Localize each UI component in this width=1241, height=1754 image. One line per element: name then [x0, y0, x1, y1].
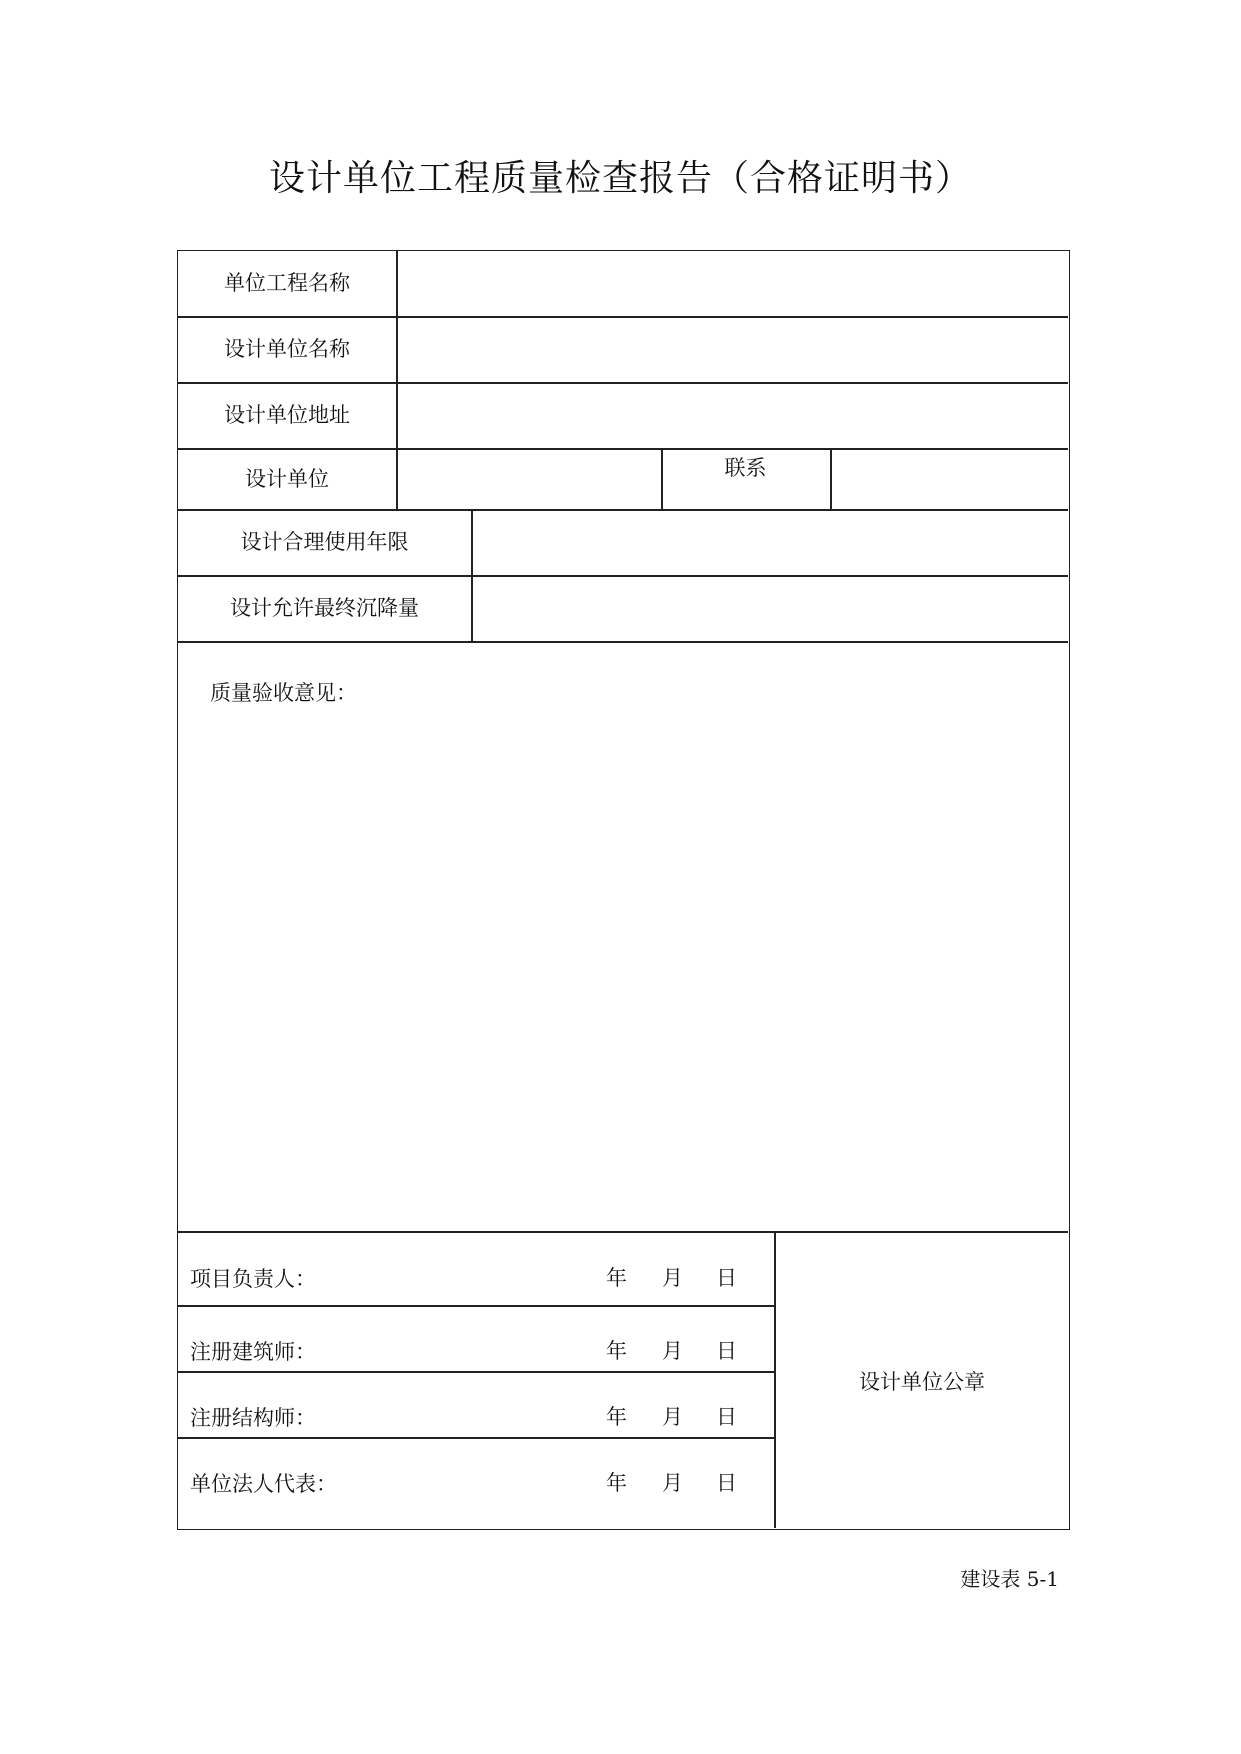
form-code: 建设表 5-1: [960, 1567, 1059, 1591]
unit-project-name-field[interactable]: [398, 251, 1068, 316]
registered-architect-label: 注册建筑师：: [190, 1340, 316, 1364]
design-unit-seal-label: 设计单位公章: [859, 1370, 985, 1394]
design-unit-address-label: 设计单位地址: [224, 403, 350, 427]
row-divider: [178, 1231, 1068, 1233]
project-leader-label: 项目负责人：: [190, 1267, 316, 1291]
report-form: [177, 250, 1070, 1530]
year-label: 年: [606, 1405, 627, 1429]
design-unit-address-field[interactable]: [398, 384, 1068, 448]
unit-project-name-label: 单位工程名称: [224, 271, 350, 295]
legal-representative-label: 单位法人代表：: [190, 1472, 337, 1496]
design-service-life-field[interactable]: [473, 511, 1068, 575]
design-settlement-label: 设计允许最终沉降量: [230, 596, 419, 620]
row-divider: [178, 1437, 774, 1439]
year-label: 年: [606, 1339, 627, 1363]
month-label: 月: [662, 1405, 683, 1429]
page-title: 设计单位工程质量检查报告（合格证明书）: [268, 158, 972, 199]
contact-label: 联系: [724, 456, 767, 480]
design-unit-label: 设计单位: [245, 467, 329, 491]
quality-opinion-area[interactable]: [178, 721, 1068, 1229]
day-label: 日: [716, 1471, 737, 1495]
quality-opinion-label: 质量验收意见：: [210, 681, 357, 705]
row-divider: [178, 1305, 774, 1307]
registered-structural-engineer-label: 注册结构师：: [190, 1406, 316, 1430]
design-service-life-label: 设计合理使用年限: [240, 530, 409, 554]
row-divider: [178, 1371, 774, 1373]
design-settlement-field[interactable]: [473, 577, 1068, 641]
row-divider: [178, 641, 1068, 643]
day-label: 日: [716, 1266, 737, 1290]
design-unit-name-label: 设计单位名称: [224, 337, 350, 361]
month-label: 月: [662, 1339, 683, 1363]
design-unit-name-field[interactable]: [398, 318, 1068, 382]
year-label: 年: [606, 1266, 627, 1290]
contact-field[interactable]: [832, 450, 1068, 509]
day-label: 日: [716, 1405, 737, 1429]
year-label: 年: [606, 1471, 627, 1495]
day-label: 日: [716, 1339, 737, 1363]
design-unit-field[interactable]: [398, 450, 661, 509]
month-label: 月: [662, 1266, 683, 1290]
month-label: 月: [662, 1471, 683, 1495]
